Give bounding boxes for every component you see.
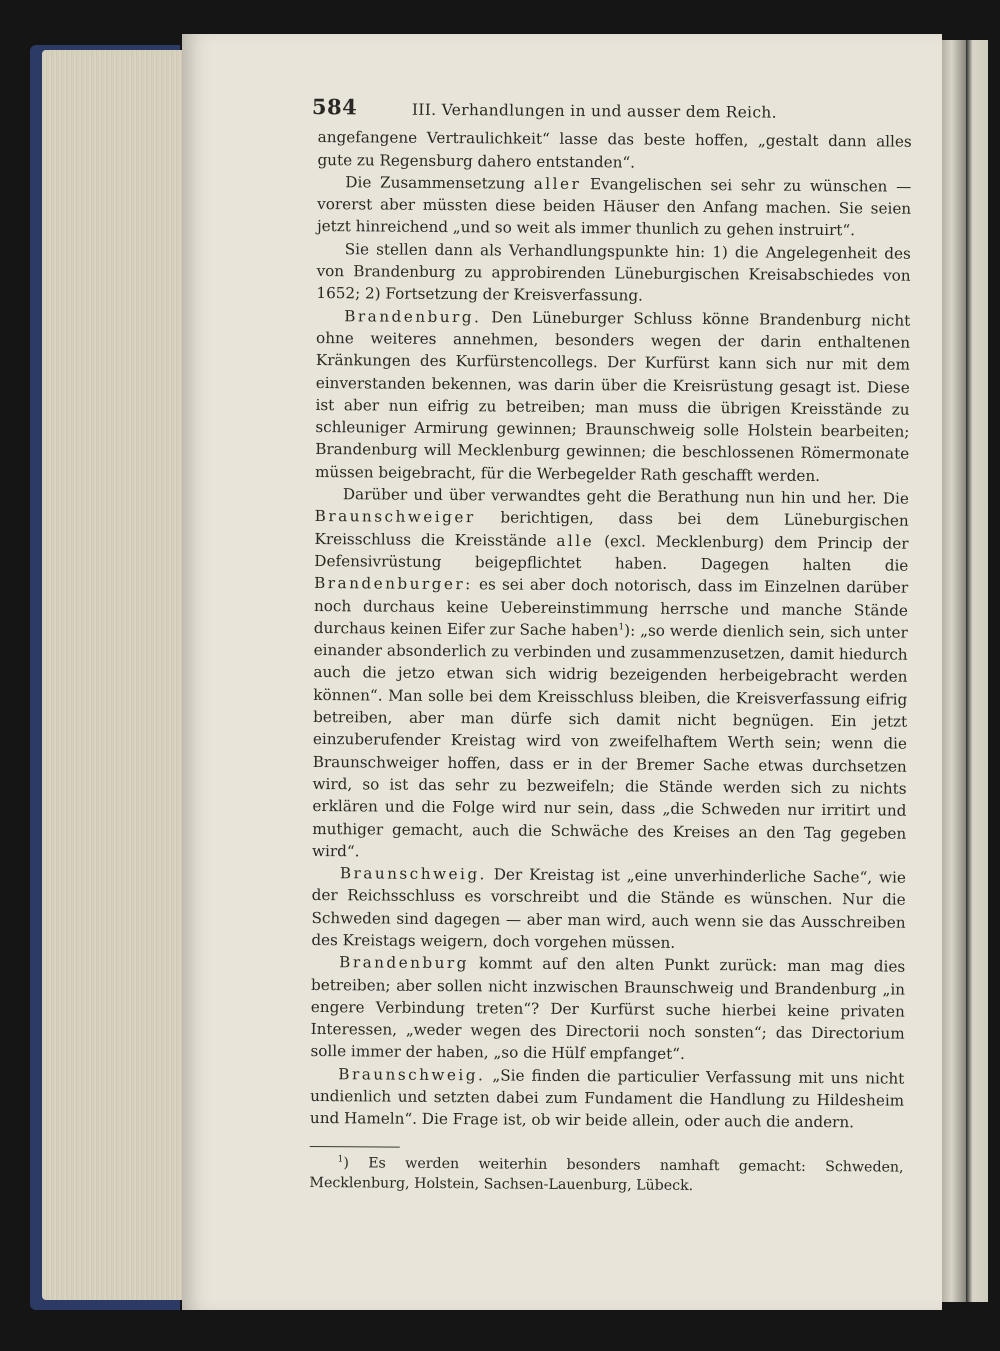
- page-header: [311, 93, 912, 125]
- text-block: [309, 93, 912, 1197]
- paragraph-1: angefangene Vertraulichkeit“ lasse das beste hoffen, „gestalt dann alles gute zu Regensburg dahero entstanden“.: [317, 128, 912, 172]
- paragraph-6: Braunschweig. Der Kreistag ist „eine unverhinderliche Sache“, wie der Reichsschluss es vorschreibt und die Stände es wünschen. Nur die Schweden sind dagegen — aber man wird, auch wenn sie das Ausschreiben des Kreistags weigern, doch vorgehen müssen.: [311, 864, 906, 952]
- page-edges: [42, 50, 192, 1300]
- running-head: III. Verhandlungen in und ausser dem Reich.: [411, 100, 777, 122]
- paragraph-3: Sie stellen dann als Verhandlungspunkte hin: 1) die Angelegenheit des von Brandenburg zu approbirenden Lüneburgischen Kreisabschiedes von 1652; 2) Fortsetzung der Kreisverfassung.: [316, 239, 911, 305]
- paragraph-8: Braunschweig. „Sie finden die particulier Verfassung mit uns nicht undienlich und setzten dabei zum Fundament die Handlung zu Hildesheim und Hameln“. Die Frage ist, ob wir beide allein, oder auch die andern.: [309, 1064, 905, 1132]
- page-number: 584: [311, 93, 358, 120]
- page-fore-edge: [942, 40, 966, 1302]
- paragraph-7: Brandenburg kommt auf den alten Punkt zurück: man mag dies betreiben; aber sollen nicht inzwischen Braunschweig und Brandenburg „in engere Verbindung treten“? Der Kurfürst suche hierbei keine privaten Interessen, „weder wegen des Directorii noch sonsten“; das Directorium solle immer der haben, „so die Hülf empfanget“.: [310, 953, 906, 1064]
- footnote-divider: [310, 1146, 400, 1148]
- paragraph-5: Darüber und über verwandtes geht die Berathung nun hin und her. Die Braunschweiger berichtigen, dass bei dem Lüneburgischen Kreisschluss die Kreisstände alle (excl. Mecklenburg) dem Princip der Defensivrüstung beigepflichtet haben. Dagegen halten die Brandenburger: es sei aber doch notorisch, dass im Einzelnen darüber noch durchaus keine Uebereinstimmung herrsche und manche Stände durchaus keinen Eifer zur Sache haben$^1$): „so werde dienlich sein, sich unter einander absonderlich zu verbinden und zusammenzusetzen, damit hiedurch auch die jetzo etwan sich widrig bezeigenden herbeigebracht werden können“. Man solle bei dem Kreisschluss bleiben, die Kreisverfassung eifrig betreiben, aber man dürfe sich damit nicht begnügen. Ein jetzt einzuberufender Kreistag wird von zweifelhaftem Werth sein; wenn die Braunschweiger hoffen, dass er in der Bremer Sache etwas durchsetzen wird, so ist das sehr zu bezweifeln; die Stände werden sich zu nichts erklären und die Folge wird nur sein, dass „die Schweden nur irritirt und muthiger gemacht, auch die Schwäche des Kreises an den Tag gegeben wird“.: [312, 485, 909, 861]
- book-page: [182, 34, 942, 1310]
- paragraph-2: Die Zusammensetzung aller Evangelischen sei sehr zu wünschen — vorerst aber müssten diese beiden Häuser den Anfang machen. Sie seien jetzt hinreichend „und so weit als immer thunlich zu gehen instruirt“.: [316, 173, 912, 240]
- footnote-ref: 1: [618, 622, 625, 633]
- footnote: $^1$) Es werden weiterhin besonders namhaft gemacht: Schweden, Mecklenburg, Holstein, Sachsen-Lauenburg, Lübeck.: [309, 1154, 904, 1194]
- footnote-marker: 1: [337, 1154, 344, 1165]
- next-page-edge: [966, 40, 988, 1302]
- paragraph-4: Brandenburg. Den Lüneburger Schluss könne Brandenburg nicht ohne weiteres annehmen, besonders wegen der darin enthaltenen Kränkungen des Kurfürstencollegs. Der Kurfürst kann sich nur mit dem einverstanden bekennen, was darin über die Kreisrüstung gesagt ist. Diese ist aber nun eifrig zu betreiben; man muss die übrigen Kreisstände zu schleuniger Armirung gewinnen; Braunschweig solle Holstein bearbeiten; Brandenburg will Mecklenburg gewinnen; die beschlossenen Römermonate müssen beigebracht, für die Werbegelder Rath geschafft werden.: [314, 306, 911, 485]
